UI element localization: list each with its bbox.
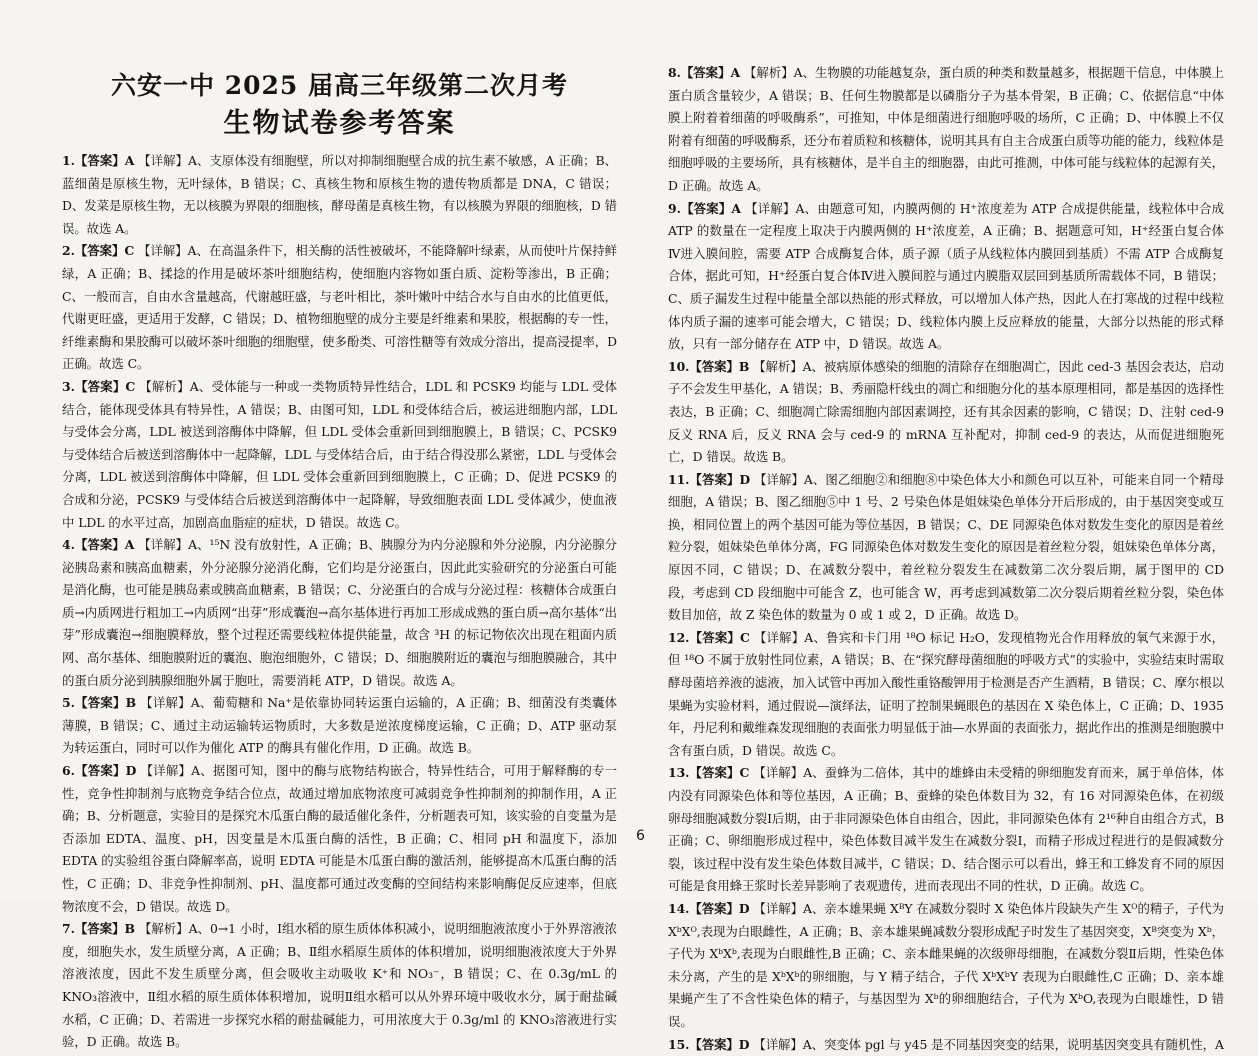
- answer-item: [668, 62, 1224, 198]
- answer-item: [62, 376, 617, 534]
- answer-item: [668, 356, 1224, 469]
- answer-explanation: 【详解】A、蚕蜂为二倍体，其中的雄蜂由未受精的卵细胞发育而来，属于单倍体，体内没有同源染色体和等位基因，A 正确；B、蚕蜂的染色体数目为 32，有 16 对同源染色体，在初级卵母细胞减数分裂Ⅰ后期，由于非同源染色体自由组合，因此，非同源染色体有 2¹⁶种自由组合方式，B 正确；C、卵细胞形成过程中，染色体数目减半发生在减数分裂Ⅰ，而精子形成过程进行的是假减数分裂，该过程中没有发生染色体数目减半，C 错误；D、结合图示可以看出，蜂王和工蜂发育不同的原因可能是食用蜂王浆时长差异影响了表观遗传，进而表现出不同的性状，D 正确。故选 C。: [668, 765, 1224, 894]
- answer-lead: 2.【答案】C: [62, 243, 135, 259]
- answer-lead: 13.【答案】C: [668, 765, 750, 781]
- answer-explanation: 【解析】A、受体能与一种或一类物质特异性结合，LDL 和 PCSK9 均能与 LDL 受体结合，能体现受体具有特异性，A 错误；B、由图可知，LDL 和受体结合后，被运进细胞内部，LDL 与受体会分离，LDL 被送到溶酶体中降解，但 LDL 受体会重新回到细胞膜上，B 错误；C、PCSK9 与受体结合后被送到溶酶体中一起降解，LDL 与受体结合后，由于结合得没那么紧密，LDL 与受体会分离，LDL 被送到溶酶体中降解，但 LDL 受体会重新回到细胞膜上，C 正确；D、促进 PCSK9 的合成和分泌，PCSK9 与受体结合后被送到溶酶体中一起降解，导致细胞表面 LDL 受体减少，使血液中 LDL 的水平过高，加剧高血脂症的症状，D 错误。故选 C。: [62, 378, 617, 530]
- answer-lead: 1.【答案】A: [62, 153, 135, 168]
- answer-lead: 5.【答案】B: [62, 695, 137, 711]
- page-subtitle: 生物试卷参考答案: [223, 108, 456, 139]
- answer-explanation: 【详解】A、图乙细胞②和细胞⑧中染色体大小和颜色可以互补，可能来自同一个精母细胞，A 错误；B、图乙细胞⑤中 1 号、2 号染色体是姐妹染色单体分开后形成的，由于基因突变或互换，相同位置上的两个基因可能为等位基因，B 错误；C、DE 同源染色体对数发生变化的原因是着丝粒分裂，姐妹染色单体分离，FG 同源染色体对数发生变化的原因是着丝粒分裂，姐妹染色单体分离，原因不同，C 错误；D、在减数分裂中，着丝粒分裂发生在减数第二次分裂后期，属于图甲的 CD 段，考虑到 CD 段细胞中可能含 Z，也可能含 W，再考虑到减数第二次分裂后期着丝粒分裂，染色体数目加倍，故 Z 染色体的数量为 0 或 1 或 2，D 正确。故选 D。: [668, 471, 1224, 623]
- answer-explanation: 【详解】A、由题意可知，内膜两侧的 H⁺浓度差为 ATP 合成提供能量，线粒体中合成 ATP 的数量在一定程度上取决于内膜两侧的 H⁺浓度差，A 正确；B、据题意可知，H⁺经蛋白复合体Ⅳ进入膜间腔，需要 ATP 合成酶复合体，质子源（质子从线粒体内膜回到基质）不需 ATP 合成酶复合体，据此可知，H⁺经蛋白复合体Ⅳ进入膜间腔与通过内膜脂双层回到基质所需载体不同，B 错误；C、质子漏发生过程中能量全部以热能的形式释放，可以增加人体产热，因此人在打寒战的过程中线粒体内质子漏的速率可能会增大，C 错误；D、线粒体内膜上反应释放的能量，大部分以热能的形式释放，只有一部分储存在 ATP 中，D 错误。故选 A。: [668, 200, 1225, 352]
- answer-explanation: 【解析】A、生物膜的功能越复杂，蛋白质的种类和数量越多，根据题干信息，中体膜上蛋白质含量较少，A 错误；B、任何生物膜都是以磷脂分子为基本骨架，B 正确；C、依据信息“中体膜上附着着细菌的呼吸酶系”，可推知，中体是细菌进行细胞呼吸的场所，C 正确；D、中体膜上不仅附着有细菌的呼吸酶系，还分布着质粒和核糖体，说明其具有自主合成蛋白质等功能的能力，线粒体是细胞呼吸的主要场所，具有核糖体，是半自主的细胞器，由此可推测，中体可能与线粒体的起源有关，D 正确。故选 A。: [668, 65, 1225, 193]
- answer-lead: 10.【答案】B: [668, 358, 750, 374]
- answer-item: [62, 760, 617, 918]
- page-number: 6: [636, 828, 645, 844]
- left-answer-list: [62, 150, 617, 1054]
- right-answer-list: [668, 62, 1224, 1056]
- answer-explanation: 【解析】A、0→1 小时，Ⅰ组水稻的原生质体体积减小，说明细胞液浓度小于外界溶液浓度，细胞失水，发生质壁分离，A 正确；B、Ⅱ组水稻原生质体的体积增加，说明细胞液浓度大于外界溶液浓度，因此不发生质壁分离，但会吸收主动吸收 K⁺和 NO₃⁻，B 错误；C、在 0.3g/mL 的 KNO₃溶液中，Ⅱ组水稻的原生质体体积增加，说明Ⅱ组水稻可以从外界环境中吸收水分，属于耐盐碱水稻，C 正确；D、若需进一步探究水稻的耐盐碱能力，可用浓度大于 0.3g/ml 的 KNO₃溶液进行实验，D 正确。故选 B。: [62, 921, 618, 1050]
- title-block: [62, 68, 617, 144]
- answer-explanation: 【详解】A、突变体 pgl 与 y45 是不同基因突变的结果，说明基因突变具有随机性，A: [753, 1036, 1224, 1052]
- answer-lead: 15.【答案】D: [668, 1036, 750, 1052]
- page-title: 六安一中 2025 届高三年级第二次月考: [111, 71, 568, 100]
- answer-explanation: 【详解】A、支原体没有细胞壁，所以对抑制细胞壁合成的抗生素不敏感，A 正确；B、蓝细菌是原核生物，无叶绿体，B 错误；C、真核生物和原核生物的遗传物质都是 DNA，C 错误；D、发菜是原核生物，无以核膜为界限的细胞核，酵母菌是真核生物，有以核膜为界限的细胞核，D 错误。故选 A。: [62, 153, 617, 236]
- answer-item: [668, 469, 1224, 627]
- answer-lead: 7.【答案】B: [62, 921, 135, 937]
- answer-lead: 12.【答案】C: [668, 629, 750, 645]
- answer-item: [668, 198, 1224, 356]
- answer-explanation: 【详解】A、¹⁵N 没有放射性，A 正确；B、胰腺分为内分泌腺和外分泌腺，内分泌腺分泌胰岛素和胰高血糖素，外分泌腺分泌消化酶，它们均是分泌蛋白，因此此实验研究的分泌蛋白可能是消化酶，也可能是胰岛素或胰高血糖素，B 错误；C、分泌蛋白的合成与分泌过程：核糖体合成蛋白质→内质网进行粗加工→内质网“出芽”形成囊泡→高尔基体进行再加工形成成熟的蛋白质→高尔基体“出芽”形成囊泡→细胞膜释放，整个过程还需要线粒体提供能量，故含 ³H 的标记物依次出现在粗面内质网、高尔基体、细胞膜附近的囊泡、胞泡细胞外，C 错误；D、细胞膜附近的囊泡与细胞膜融合，其中的蛋白质分泌到胰腺细胞外属于胞吐，需要消耗 ATP，D 错误。故选 A。: [62, 537, 618, 688]
- answer-item: [62, 692, 617, 760]
- left-column: [62, 70, 617, 1054]
- answer-explanation: 【详解】A、据图可知，图中的酶与底物结构嵌合，特异性结合，可用于解释酶的专一性，竞争性抑制剂与底物竞争结合位点，故通过增加底物浓度可减弱竞争性抑制剂的抑制作用，A 正确；B、分析题意，实验目的是探究木瓜蛋白酶的最适催化条件，分析题表可知，该实验的自变量为是否添加 EDTA、温度、pH，因变量是木瓜蛋白酶的活性，B 正确；C、相同 pH 和温度下，添加 EDTA 的实验组谷蛋白降解率高，说明 EDTA 可能是木瓜蛋白酶的激活剂，能够提高木瓜蛋白酶的活性，C 正确；D、非竞争性抑制剂、pH、温度都可通过改变酶的空间结构来影响酶促反应速率，但底物浓度不会，D 错误。故选 D。: [62, 763, 617, 914]
- answer-lead: 9.【答案】A: [668, 200, 741, 216]
- answer-item: [668, 898, 1224, 1034]
- answer-lead: 8.【答案】A: [668, 65, 741, 80]
- answer-item: [668, 627, 1224, 763]
- answer-item: [62, 534, 617, 692]
- answer-explanation: 【详解】A、亲本雄果蝇 XᴮY 在减数分裂时 X 染色体片段缺失产生 Xᴼ的精子，子代为 XᵇXᴼ,表现为白眼雌性，A 正确；B、亲本雄果蝇减数分裂形成配子时发生了基因突变，Xᴮ突变为 Xᵇ，子代为 XᵇXᵇ,表现为白眼雌性,B 正确；C、亲本雌果蝇的次级卵母细胞，在减数分裂Ⅱ后期，性染色体未分离，产生的是 XᵇXᵇ的卵细胞，与 Y 精子结合，子代 XᵇXᵇY 表现为白眼雌性,C 正确；D、亲本雄果蝇产生了不含性染色体的精子，与基因型为 Xᵇ的卵细胞结合，子代为 XᵇO,表现为白眼雄性，D 错误。: [668, 900, 1225, 1029]
- answer-item: [668, 762, 1224, 898]
- answer-item: [668, 1034, 1224, 1056]
- answer-lead: 4.【答案】A: [62, 537, 135, 553]
- answer-explanation: 【详解】A、在高温条件下，相关酶的活性被破坏，不能降解叶绿素，从而使叶片保持鲜绿，A 正确；B、揉捻的作用是破坏茶叶细胞结构，使细胞内容物如蛋白质、淀粉等渗出，B 正确；C、一般而言，自由水含量越高，代谢越旺盛，与老叶相比，茶叶嫩叶中结合水与自由水的比值更低，代谢更旺盛，更适用于发酵，C 错误；D、植物细胞壁的成分主要是纤维素和果胶，根据酶的专一性，纤维素酶和果胶酶可以破坏茶叶细胞的细胞壁，使多酚类、可溶性糖等有效成分溶出，提高浸提率，D 正确。故选 C。: [62, 243, 617, 372]
- answer-item: [62, 918, 617, 1054]
- answer-item: [62, 150, 617, 240]
- answer-lead: 14.【答案】D: [668, 900, 750, 916]
- right-column: [668, 62, 1224, 1056]
- answer-lead: 3.【答案】C: [62, 378, 136, 394]
- answer-explanation: 【解析】A、被病原体感染的细胞的清除存在细胞凋亡，因此 ced-3 基因会表达，启动子不会发生甲基化，A 错误；B、秀丽隐杆线虫的凋亡和细胞分化的基本原理相同，都是基因的选择性表达，B 正确；C、细胞凋亡除需细胞内部因素调控，还有其余因素的影响，C 错误；D、注射 ced-9 反义 RNA 后，反义 RNA 会与 ced-9 的 mRNA 互补配对，抑制 ced-9 的表达，从而促进细胞死亡，D 错误。故选 B。: [668, 358, 1225, 465]
- answer-lead: 6.【答案】D: [62, 763, 137, 779]
- answer-explanation: 【详解】A、葡萄糖和 Na⁺是依靠协同转运蛋白运输的，A 正确；B、细菌没有类囊体薄膜，B 错误；C、通过主动运输转运物质时，大多数是逆浓度梯度运输，C 正确；D、ATP 驱动泵为转运蛋白，同时可以作为催化 ATP 的酶具有催化作用，D 正确。故选 B。: [62, 695, 618, 756]
- answer-lead: 11.【答案】D: [668, 471, 751, 487]
- answer-explanation: 【详解】A、鲁宾和卡门用 ¹⁸O 标记 H₂O，发现植物光合作用释放的氧气来源于水，但 ¹⁸O 不属于放射性同位素，A 错误；B、在“探究酵母菌细胞的呼吸方式”的实验中，实验结束时需取酵母菌培养液的滤液，加入试管中再加入酸性重铬酸钾用于检测是否产生酒精，B 错误；C、摩尔根以果蝇为实验材料，通过假说—演绎法，证明了控制果蝇眼色的基因在 X 染色体上，C 正确；D、1935 年，丹尼利和戴维森发现细胞的表面张力明显低于油—水界面的表面张力，据此作出的推测是细胞膜中含有蛋白质，D 错误。故选 C。: [668, 629, 1224, 758]
- answer-item: [62, 240, 617, 376]
